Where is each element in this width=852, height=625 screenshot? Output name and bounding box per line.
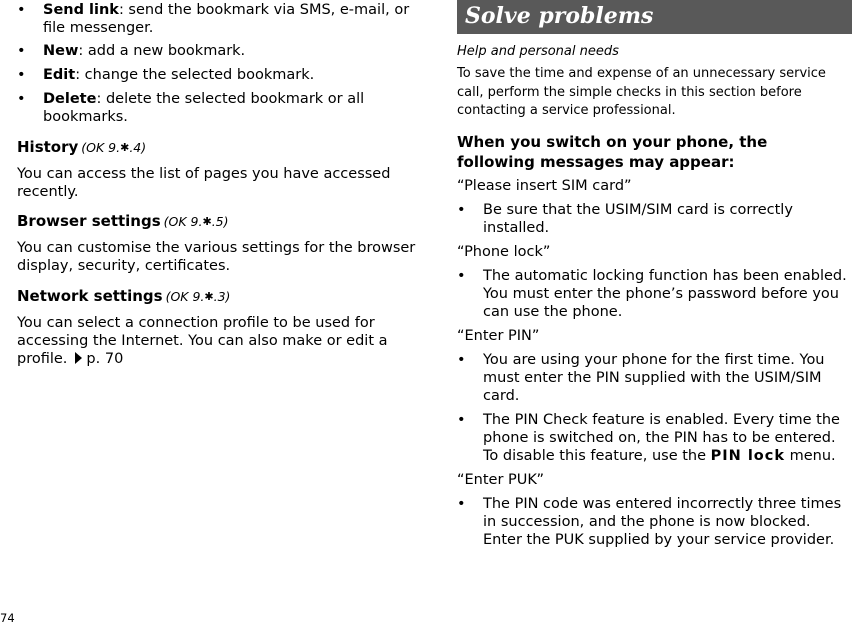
section-title: Browser settings (OK 9.✱.5) — [17, 212, 229, 230]
list-item — [17, 42, 422, 60]
section-body: You can customise the various settings for the browser display, security, certificates. — [17, 240, 416, 274]
list-item: • The automatic locking function has been enabled. You must enter the phone’s password before you can use the phone. — [457, 268, 847, 320]
section-body: You can access the list of pages you have accessed recently. — [17, 166, 391, 200]
section-title: History (OK 9.✱.4) — [17, 138, 147, 156]
page-number: 74 — [0, 611, 15, 625]
bookmark-options-list — [17, 1, 422, 132]
message-quote: “Phone lock” — [457, 244, 551, 260]
banner-title: Solve problems — [465, 3, 654, 29]
bullet-icon: • — [17, 91, 26, 107]
messages-list — [457, 177, 849, 549]
menu-path: (OK 9.✱.3) — [166, 289, 231, 304]
star-key-icon: ✱ — [202, 215, 212, 228]
menu-path: (OK 9.✱.5) — [164, 214, 229, 229]
messages-heading: When you switch on your phone, the following messages may appear: — [457, 133, 768, 171]
item-text: : send the bookmark via SMS, e-mail, or file messenger. — [43, 2, 410, 36]
message-quote: “Enter PIN” — [457, 328, 540, 344]
bullet-icon: • — [17, 43, 26, 59]
item-term: New — [43, 43, 79, 59]
bullet-icon: • — [457, 496, 466, 512]
bullet-icon: • — [457, 202, 466, 218]
menu-path: (OK 9.✱.4) — [81, 140, 146, 155]
menu-name: PIN lock — [710, 448, 786, 464]
bullet-icon: • — [457, 268, 466, 284]
star-key-icon: ✱ — [120, 141, 130, 154]
message-quote: “Enter PUK” — [457, 472, 544, 488]
browser-settings-section — [17, 211, 422, 275]
network-settings-section — [17, 286, 422, 368]
list-item — [17, 90, 422, 126]
bullet-icon: • — [17, 67, 26, 83]
list-item: • You are using your phone for the first time. You must enter the PIN supplied with the USIM/SIM card. — [457, 352, 825, 404]
item-term: Send link — [43, 2, 119, 18]
section-banner — [457, 0, 852, 34]
subtitle: Help and personal needs — [457, 44, 619, 59]
intro-text: To save the time and expense of an unnecessary service call, perform the simple checks in this section before contacting a service professional. — [457, 66, 826, 118]
item-text: : delete the selected bookmark or all bookmarks. — [43, 91, 365, 125]
list-item: • The PIN code was entered incorrectly three times in succession, and the phone is now blocked. Enter the PUK supplied by your service provider. — [457, 496, 842, 548]
message-quote: “Please insert SIM card” — [457, 178, 632, 194]
bullet-icon: • — [457, 352, 466, 368]
star-key-icon: ✱ — [204, 290, 214, 303]
list-item — [17, 1, 422, 37]
item-text: : change the selected bookmark. — [75, 67, 315, 83]
item-term: Edit — [43, 67, 76, 83]
item-term: Delete — [43, 91, 97, 107]
history-section — [17, 137, 422, 201]
bullet-icon: • — [457, 412, 466, 428]
page-reference: p. 70 — [75, 350, 123, 368]
section-title: Network settings (OK 9.✱.3) — [17, 287, 231, 305]
list-item: • Be sure that the USIM/SIM card is correctly installed. — [457, 202, 793, 236]
item-text: : add a new bookmark. — [78, 43, 246, 59]
list-item — [17, 66, 422, 84]
arrow-right-icon — [75, 352, 82, 364]
list-item: • The PIN Check feature is enabled. Every time the phone is switched on, the PIN has to be entered. To disable this feature, use the PIN lock menu. — [457, 412, 840, 464]
section-body: You can select a connection profile to be used for accessing the Internet. You can also make or edit a profile. p. 70 — [17, 315, 388, 367]
bullet-icon: • — [17, 2, 26, 18]
